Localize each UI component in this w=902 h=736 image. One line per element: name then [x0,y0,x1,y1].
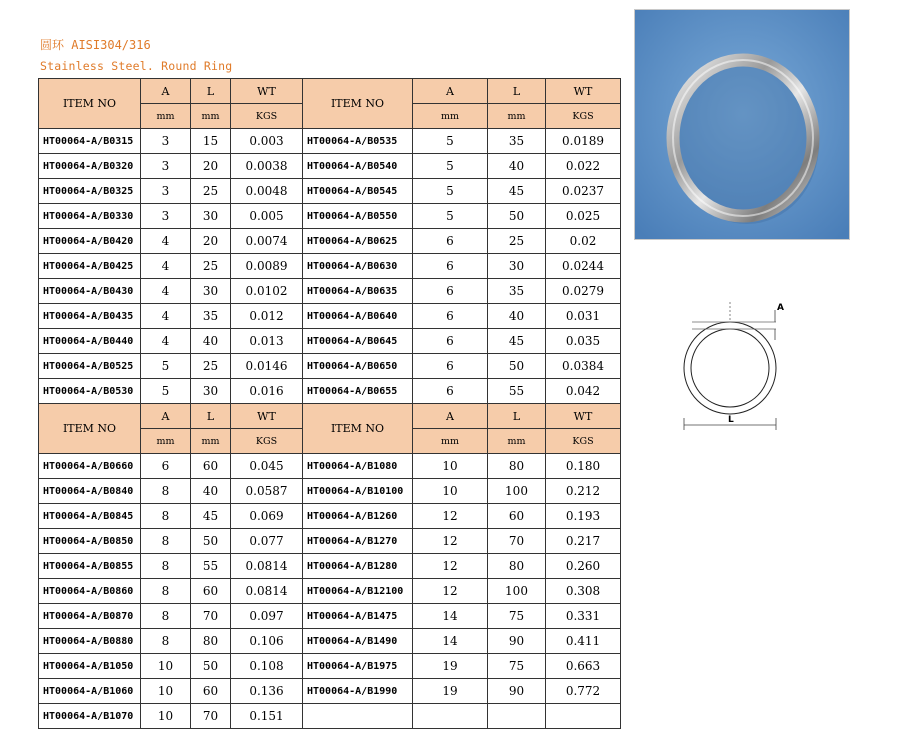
l-cell: 50 [488,204,546,229]
item-no-cell: HT00064-A/B0425 [39,254,141,279]
a-cell: 8 [141,529,191,554]
item-no-cell: HT00064-A/B0435 [39,304,141,329]
a-cell: 8 [141,504,191,529]
table-row [39,129,621,154]
wt-cell: 0.0189 [546,129,621,154]
l-cell: 90 [488,679,546,704]
wt-cell: 0.136 [231,679,303,704]
l-cell: 40 [191,329,231,354]
unit-kgs: KGS [546,429,621,454]
header-l: L [191,404,231,429]
l-cell: 30 [191,379,231,404]
a-cell: 6 [413,279,488,304]
header-item-no: ITEM NO [303,79,413,129]
a-cell: 8 [141,629,191,654]
a-cell: 5 [413,154,488,179]
unit-kgs: KGS [546,104,621,129]
l-cell [488,704,546,729]
header-a: A [141,404,191,429]
table-row [39,679,621,704]
item-no-cell: HT00064-A/B0880 [39,629,141,654]
wt-cell: 0.013 [231,329,303,354]
l-cell: 70 [488,529,546,554]
a-cell: 10 [413,479,488,504]
wt-cell: 0.035 [546,329,621,354]
l-cell: 25 [191,254,231,279]
item-no-cell: HT00064-A/B1270 [303,529,413,554]
a-cell: 5 [141,354,191,379]
wt-cell: 0.663 [546,654,621,679]
table-row [39,379,621,404]
page-subtitle: Stainless Steel. Round Ring [40,59,233,73]
item-no-cell: HT00064-A/B1975 [303,654,413,679]
l-cell: 90 [488,629,546,654]
wt-cell: 0.0279 [546,279,621,304]
wt-cell: 0.0237 [546,179,621,204]
l-cell: 30 [191,204,231,229]
table-row [39,304,621,329]
a-cell [413,704,488,729]
item-no-cell: HT00064-A/B0325 [39,179,141,204]
ring-photo-image [635,10,850,240]
wt-cell: 0.0146 [231,354,303,379]
l-cell: 45 [191,504,231,529]
item-no-cell: HT00064-A/B1260 [303,504,413,529]
table-row [39,654,621,679]
wt-cell: 0.0048 [231,179,303,204]
wt-cell: 0.0814 [231,579,303,604]
unit-mm: mm [141,429,191,454]
spec-table [38,78,621,729]
l-cell: 35 [488,279,546,304]
header-a: A [413,404,488,429]
item-no-cell: HT00064-A/B0535 [303,129,413,154]
wt-cell: 0.108 [231,654,303,679]
l-cell: 55 [191,554,231,579]
a-cell: 8 [141,579,191,604]
l-cell: 20 [191,154,231,179]
wt-cell: 0.012 [231,304,303,329]
item-no-cell: HT00064-A/B1475 [303,604,413,629]
a-cell: 8 [141,554,191,579]
a-cell: 6 [413,354,488,379]
header-wt: WT [231,404,303,429]
item-no-cell: HT00064-A/B0840 [39,479,141,504]
l-cell: 45 [488,179,546,204]
l-cell: 25 [191,354,231,379]
l-cell: 70 [191,604,231,629]
wt-cell: 0.193 [546,504,621,529]
item-no-cell: HT00064-A/B0320 [39,154,141,179]
unit-mm: mm [413,429,488,454]
a-cell: 12 [413,529,488,554]
a-cell: 10 [141,654,191,679]
a-cell: 3 [141,179,191,204]
unit-kgs: KGS [231,429,303,454]
header-l: L [488,79,546,104]
wt-cell: 0.308 [546,579,621,604]
wt-cell: 0.212 [546,479,621,504]
header-item-no: ITEM NO [303,404,413,454]
item-no-cell: HT00064-A/B0315 [39,129,141,154]
l-cell: 55 [488,379,546,404]
wt-cell: 0.042 [546,379,621,404]
wt-cell: 0.003 [231,129,303,154]
wt-cell: 0.0102 [231,279,303,304]
l-cell: 25 [191,179,231,204]
item-no-cell: HT00064-A/B0645 [303,329,413,354]
dimension-label-l: L [728,415,734,425]
a-cell: 4 [141,254,191,279]
l-cell: 15 [191,129,231,154]
table-row [39,554,621,579]
wt-cell: 0.217 [546,529,621,554]
header-l: L [191,79,231,104]
item-no-cell: HT00064-A/B0650 [303,354,413,379]
table-row [39,254,621,279]
a-cell: 6 [413,329,488,354]
table-row [39,454,621,479]
wt-cell: 0.077 [231,529,303,554]
item-no-cell: HT00064-A/B10100 [303,479,413,504]
header-a: A [413,79,488,104]
unit-mm: mm [413,104,488,129]
item-no-cell [303,704,413,729]
header-item-no: ITEM NO [39,404,141,454]
table-row [39,229,621,254]
a-cell: 10 [141,704,191,729]
item-no-cell: HT00064-A/B1280 [303,554,413,579]
a-cell: 5 [413,129,488,154]
unit-mm: mm [141,104,191,129]
table-row [39,154,621,179]
unit-mm: mm [191,429,231,454]
a-cell: 4 [141,304,191,329]
item-no-cell: HT00064-A/B1080 [303,454,413,479]
wt-cell [546,704,621,729]
table-row [39,579,621,604]
l-cell: 60 [191,679,231,704]
wt-cell: 0.0074 [231,229,303,254]
wt-cell: 0.025 [546,204,621,229]
l-cell: 70 [191,704,231,729]
a-cell: 19 [413,679,488,704]
wt-cell: 0.0587 [231,479,303,504]
l-cell: 30 [488,254,546,279]
l-cell: 60 [488,504,546,529]
a-cell: 6 [413,229,488,254]
item-no-cell: HT00064-A/B0430 [39,279,141,304]
table-row [39,179,621,204]
a-cell: 5 [141,379,191,404]
item-no-cell: HT00064-A/B0850 [39,529,141,554]
item-no-cell: HT00064-A/B1060 [39,679,141,704]
l-cell: 80 [488,454,546,479]
table-row [39,629,621,654]
table-row [39,204,621,229]
item-no-cell: HT00064-A/B1070 [39,704,141,729]
wt-cell: 0.0244 [546,254,621,279]
a-cell: 4 [141,329,191,354]
a-cell: 3 [141,154,191,179]
wt-cell: 0.02 [546,229,621,254]
header-item-no: ITEM NO [39,79,141,129]
item-no-cell: HT00064-A/B1050 [39,654,141,679]
l-cell: 45 [488,329,546,354]
table-row [39,704,621,729]
item-no-cell: HT00064-A/B0860 [39,579,141,604]
l-cell: 60 [191,454,231,479]
a-cell: 10 [413,454,488,479]
a-cell: 12 [413,504,488,529]
wt-cell: 0.411 [546,629,621,654]
wt-cell: 0.106 [231,629,303,654]
unit-mm: mm [488,104,546,129]
unit-kgs: KGS [231,104,303,129]
table-row [39,279,621,304]
l-cell: 35 [191,304,231,329]
wt-cell: 0.151 [231,704,303,729]
wt-cell: 0.022 [546,154,621,179]
wt-cell: 0.331 [546,604,621,629]
wt-cell: 0.045 [231,454,303,479]
dimension-label-a: A [777,303,784,313]
l-cell: 80 [191,629,231,654]
item-no-cell: HT00064-A/B0330 [39,204,141,229]
l-cell: 40 [488,154,546,179]
a-cell: 14 [413,629,488,654]
header-wt: WT [231,79,303,104]
l-cell: 20 [191,229,231,254]
l-cell: 25 [488,229,546,254]
table-row [39,354,621,379]
wt-cell: 0.0089 [231,254,303,279]
a-cell: 8 [141,604,191,629]
item-no-cell: HT00064-A/B1990 [303,679,413,704]
item-no-cell: HT00064-A/B0855 [39,554,141,579]
wt-cell: 0.772 [546,679,621,704]
a-cell: 3 [141,204,191,229]
item-no-cell: HT00064-A/B0540 [303,154,413,179]
wt-cell: 0.097 [231,604,303,629]
item-no-cell: HT00064-A/B0635 [303,279,413,304]
item-no-cell: HT00064-A/B0440 [39,329,141,354]
l-cell: 50 [191,654,231,679]
item-no-cell: HT00064-A/B0640 [303,304,413,329]
header-l: L [488,404,546,429]
item-no-cell: HT00064-A/B12100 [303,579,413,604]
a-cell: 6 [413,254,488,279]
l-cell: 80 [488,554,546,579]
a-cell: 6 [141,454,191,479]
l-cell: 40 [191,479,231,504]
item-no-cell: HT00064-A/B0625 [303,229,413,254]
a-cell: 6 [413,304,488,329]
a-cell: 10 [141,679,191,704]
wt-cell: 0.005 [231,204,303,229]
table-row [39,529,621,554]
l-cell: 50 [191,529,231,554]
l-cell: 75 [488,654,546,679]
item-no-cell: HT00064-A/B0660 [39,454,141,479]
l-cell: 100 [488,579,546,604]
a-cell: 14 [413,604,488,629]
item-no-cell: HT00064-A/B0530 [39,379,141,404]
header-wt: WT [546,404,621,429]
wt-cell: 0.260 [546,554,621,579]
a-cell: 5 [413,179,488,204]
page-title: 圆环 AISI304/316 [40,38,151,52]
item-no-cell: HT00064-A/B0525 [39,354,141,379]
a-cell: 5 [413,204,488,229]
unit-mm: mm [191,104,231,129]
a-cell: 4 [141,279,191,304]
item-no-cell: HT00064-A/B0655 [303,379,413,404]
l-cell: 60 [191,579,231,604]
product-photo [634,9,850,240]
item-no-cell: HT00064-A/B1490 [303,629,413,654]
table-row [39,504,621,529]
header-a: A [141,79,191,104]
item-no-cell: HT00064-A/B0420 [39,229,141,254]
l-cell: 75 [488,604,546,629]
wt-cell: 0.069 [231,504,303,529]
item-no-cell: HT00064-A/B0550 [303,204,413,229]
wt-cell: 0.031 [546,304,621,329]
item-no-cell: HT00064-A/B0545 [303,179,413,204]
header-wt: WT [546,79,621,104]
table-row [39,479,621,504]
item-no-cell: HT00064-A/B0845 [39,504,141,529]
l-cell: 50 [488,354,546,379]
a-cell: 8 [141,479,191,504]
unit-mm: mm [488,429,546,454]
ring-dimension-drawing [680,288,784,436]
a-cell: 19 [413,654,488,679]
a-cell: 12 [413,579,488,604]
l-cell: 40 [488,304,546,329]
a-cell: 6 [413,379,488,404]
l-cell: 30 [191,279,231,304]
a-cell: 12 [413,554,488,579]
item-no-cell: HT00064-A/B0630 [303,254,413,279]
a-cell: 3 [141,129,191,154]
a-cell: 4 [141,229,191,254]
table-row [39,329,621,354]
wt-cell: 0.016 [231,379,303,404]
wt-cell: 0.0038 [231,154,303,179]
item-no-cell: HT00064-A/B0870 [39,604,141,629]
wt-cell: 0.0384 [546,354,621,379]
l-cell: 100 [488,479,546,504]
table-row [39,604,621,629]
wt-cell: 0.180 [546,454,621,479]
wt-cell: 0.0814 [231,554,303,579]
l-cell: 35 [488,129,546,154]
